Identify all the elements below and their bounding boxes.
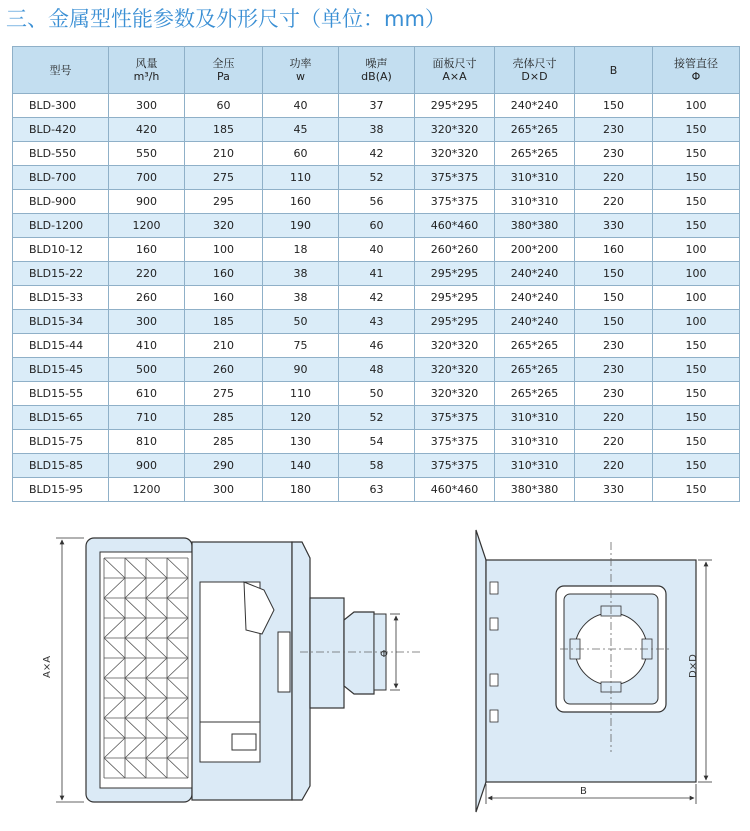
table-cell: 41	[339, 262, 415, 286]
column-header-label: 噪声	[365, 57, 388, 70]
column-header	[575, 47, 653, 94]
table-cell: 63	[339, 478, 415, 502]
column-header-label: 接管直径	[674, 57, 718, 70]
table-cell: 220	[109, 262, 185, 286]
model-cell: BLD-1200	[13, 214, 109, 238]
table-cell: 60	[339, 214, 415, 238]
table-cell: 260*260	[415, 238, 495, 262]
table-cell: 380*380	[495, 214, 575, 238]
model-cell: BLD-300	[13, 94, 109, 118]
table-cell: 230	[575, 382, 653, 406]
table-cell: 38	[263, 262, 339, 286]
table-cell: 150	[653, 118, 740, 142]
column-header-unit: Pa	[217, 70, 230, 83]
table-cell: 300	[185, 478, 263, 502]
table-row	[13, 454, 740, 478]
model-cell: BLD15-34	[13, 310, 109, 334]
table-cell: 210	[185, 142, 263, 166]
column-header-label: 风量	[135, 57, 158, 70]
column-header	[13, 47, 109, 94]
table-cell: 285	[185, 430, 263, 454]
column-header-label: B	[609, 63, 618, 77]
table-row	[13, 214, 740, 238]
table-cell: 180	[263, 478, 339, 502]
table-cell: 100	[653, 262, 740, 286]
table-cell: 185	[185, 118, 263, 142]
table-cell: 110	[263, 382, 339, 406]
table-cell: 375*375	[415, 166, 495, 190]
table-cell: 160	[109, 238, 185, 262]
table-cell: 60	[263, 142, 339, 166]
column-header-label: 面板尺寸	[432, 57, 477, 70]
table-cell: 38	[339, 118, 415, 142]
table-cell: 375*375	[415, 454, 495, 478]
table-cell: 160	[185, 286, 263, 310]
table-cell: 330	[575, 214, 653, 238]
table-cell: 150	[653, 142, 740, 166]
column-header-label: 壳体尺寸	[512, 57, 557, 70]
table-cell: 220	[575, 166, 653, 190]
table-cell: 220	[575, 430, 653, 454]
table-cell: 900	[109, 190, 185, 214]
column-header	[185, 47, 263, 94]
table-cell: 52	[339, 166, 415, 190]
table-cell: 40	[263, 94, 339, 118]
table-cell: 275	[185, 382, 263, 406]
table-cell: 210	[185, 334, 263, 358]
table-row	[13, 334, 740, 358]
table-cell: 150	[653, 478, 740, 502]
table-cell: 150	[653, 166, 740, 190]
table-cell: 900	[109, 454, 185, 478]
table-cell: 375*375	[415, 190, 495, 214]
table-header-row	[13, 47, 740, 94]
table-cell: 120	[263, 406, 339, 430]
table-cell: 550	[109, 142, 185, 166]
table-cell: 40	[339, 238, 415, 262]
model-cell: BLD15-33	[13, 286, 109, 310]
table-cell: 100	[653, 238, 740, 262]
column-header	[415, 47, 495, 94]
table-cell: 230	[575, 358, 653, 382]
page-title: 三、金属型性能参数及外形尺寸（单位：mm）	[6, 7, 446, 31]
side-view	[42, 538, 420, 802]
table-cell: 265*265	[495, 358, 575, 382]
table-cell: 140	[263, 454, 339, 478]
table-cell: 410	[109, 334, 185, 358]
table-cell: 54	[339, 430, 415, 454]
table-row	[13, 118, 740, 142]
table-cell: 460*460	[415, 478, 495, 502]
model-cell: BLD-550	[13, 142, 109, 166]
table-cell: 375*375	[415, 406, 495, 430]
table-cell: 265*265	[495, 142, 575, 166]
table-cell: 160	[263, 190, 339, 214]
table-row	[13, 94, 740, 118]
table-cell: 56	[339, 190, 415, 214]
table-cell: 310*310	[495, 406, 575, 430]
d-dimension-label: D×D	[688, 654, 699, 678]
table-cell: 58	[339, 454, 415, 478]
table-cell: 230	[575, 334, 653, 358]
table-cell: 260	[109, 286, 185, 310]
table-cell: 285	[185, 406, 263, 430]
model-cell: BLD15-45	[13, 358, 109, 382]
table-cell: 290	[185, 454, 263, 478]
table-cell: 1200	[109, 214, 185, 238]
front-view	[476, 530, 712, 812]
table-row	[13, 286, 740, 310]
table-cell: 240*240	[495, 310, 575, 334]
table-cell: 46	[339, 334, 415, 358]
table-cell: 295*295	[415, 262, 495, 286]
table-row	[13, 310, 740, 334]
table-row	[13, 190, 740, 214]
table-cell: 160	[575, 238, 653, 262]
table-cell: 100	[653, 286, 740, 310]
model-cell: BLD10-12	[13, 238, 109, 262]
table-cell: 375*375	[415, 430, 495, 454]
table-cell: 460*460	[415, 214, 495, 238]
table-cell: 60	[185, 94, 263, 118]
column-header-unit: w	[296, 70, 305, 83]
table-cell: 265*265	[495, 334, 575, 358]
table-cell: 320*320	[415, 118, 495, 142]
table-cell: 100	[185, 238, 263, 262]
dimension-drawing	[0, 512, 750, 831]
table-cell: 50	[263, 310, 339, 334]
table-cell: 230	[575, 118, 653, 142]
table-cell: 50	[339, 382, 415, 406]
column-header-label: 功率	[289, 57, 312, 70]
table-cell: 52	[339, 406, 415, 430]
model-cell: BLD15-55	[13, 382, 109, 406]
table-cell: 310*310	[495, 454, 575, 478]
table-cell: 150	[653, 334, 740, 358]
table-cell: 220	[575, 190, 653, 214]
table-cell: 48	[339, 358, 415, 382]
table-cell: 220	[575, 406, 653, 430]
table-cell: 45	[263, 118, 339, 142]
table-cell: 18	[263, 238, 339, 262]
table-cell: 500	[109, 358, 185, 382]
column-header-unit: A×A	[442, 70, 467, 83]
model-cell: BLD-420	[13, 118, 109, 142]
table-row	[13, 262, 740, 286]
column-header	[263, 47, 339, 94]
table-cell: 190	[263, 214, 339, 238]
table-cell: 295*295	[415, 94, 495, 118]
b-dimension-label: B	[580, 786, 587, 797]
table-cell: 185	[185, 310, 263, 334]
table-cell: 240*240	[495, 286, 575, 310]
column-header-unit: D×D	[521, 70, 548, 83]
table-cell: 260	[185, 358, 263, 382]
table-cell: 320*320	[415, 382, 495, 406]
column-header	[653, 47, 740, 94]
table-cell: 240*240	[495, 94, 575, 118]
model-cell: BLD15-75	[13, 430, 109, 454]
table-cell: 300	[109, 310, 185, 334]
table-cell: 230	[575, 142, 653, 166]
table-cell: 150	[653, 214, 740, 238]
table-cell: 150	[653, 454, 740, 478]
table-cell: 100	[653, 94, 740, 118]
a-dimension-label: A×A	[42, 655, 53, 678]
column-header-unit: dB(A)	[361, 70, 392, 83]
table-cell: 275	[185, 166, 263, 190]
table-cell: 810	[109, 430, 185, 454]
model-cell: BLD-900	[13, 190, 109, 214]
column-header-unit: Φ	[691, 70, 701, 83]
model-cell: BLD15-65	[13, 406, 109, 430]
column-header	[339, 47, 415, 94]
table-cell: 295*295	[415, 286, 495, 310]
table-row	[13, 430, 740, 454]
table-cell: 100	[653, 310, 740, 334]
table-cell: 610	[109, 382, 185, 406]
table-cell: 295*295	[415, 310, 495, 334]
table-cell: 90	[263, 358, 339, 382]
table-cell: 265*265	[495, 118, 575, 142]
table-cell: 37	[339, 94, 415, 118]
table-cell: 310*310	[495, 166, 575, 190]
table-cell: 700	[109, 166, 185, 190]
table-cell: 150	[575, 262, 653, 286]
column-header-label: 全压	[212, 57, 235, 70]
table-cell: 320*320	[415, 142, 495, 166]
table-cell: 43	[339, 310, 415, 334]
table-cell: 240*240	[495, 262, 575, 286]
table-cell: 1200	[109, 478, 185, 502]
table-cell: 150	[575, 310, 653, 334]
model-cell: BLD15-85	[13, 454, 109, 478]
table-cell: 310*310	[495, 430, 575, 454]
table-cell: 300	[109, 94, 185, 118]
table-cell: 310*310	[495, 190, 575, 214]
table-row	[13, 358, 740, 382]
table-cell: 150	[653, 382, 740, 406]
table-cell: 330	[575, 478, 653, 502]
table-cell: 150	[653, 358, 740, 382]
table-cell: 150	[575, 286, 653, 310]
phi-label: Φ	[380, 649, 388, 660]
table-cell: 110	[263, 166, 339, 190]
table-cell: 160	[185, 262, 263, 286]
table-cell: 200*200	[495, 238, 575, 262]
table-cell: 320*320	[415, 358, 495, 382]
column-header	[495, 47, 575, 94]
column-header	[109, 47, 185, 94]
table-row	[13, 238, 740, 262]
table-cell: 150	[653, 406, 740, 430]
model-cell: BLD-700	[13, 166, 109, 190]
table-cell: 42	[339, 142, 415, 166]
table-cell: 150	[653, 190, 740, 214]
table-cell: 320	[185, 214, 263, 238]
model-cell: BLD15-95	[13, 478, 109, 502]
spec-table	[12, 46, 740, 502]
table-row	[13, 382, 740, 406]
column-header-unit: m³/h	[133, 70, 160, 83]
table-cell: 320*320	[415, 334, 495, 358]
table-cell: 265*265	[495, 382, 575, 406]
table-row	[13, 478, 740, 502]
column-header-label: 型号	[49, 63, 72, 77]
table-cell: 220	[575, 454, 653, 478]
model-cell: BLD15-22	[13, 262, 109, 286]
table-cell: 380*380	[495, 478, 575, 502]
table-cell: 75	[263, 334, 339, 358]
table-cell: 710	[109, 406, 185, 430]
table-row	[13, 142, 740, 166]
table-cell: 42	[339, 286, 415, 310]
table-cell: 295	[185, 190, 263, 214]
table-cell: 130	[263, 430, 339, 454]
model-cell: BLD15-44	[13, 334, 109, 358]
table-cell: 150	[575, 94, 653, 118]
table-cell: 38	[263, 286, 339, 310]
table-cell: 150	[653, 430, 740, 454]
table-cell: 420	[109, 118, 185, 142]
table-body	[13, 94, 740, 502]
table-row	[13, 406, 740, 430]
table-row	[13, 166, 740, 190]
